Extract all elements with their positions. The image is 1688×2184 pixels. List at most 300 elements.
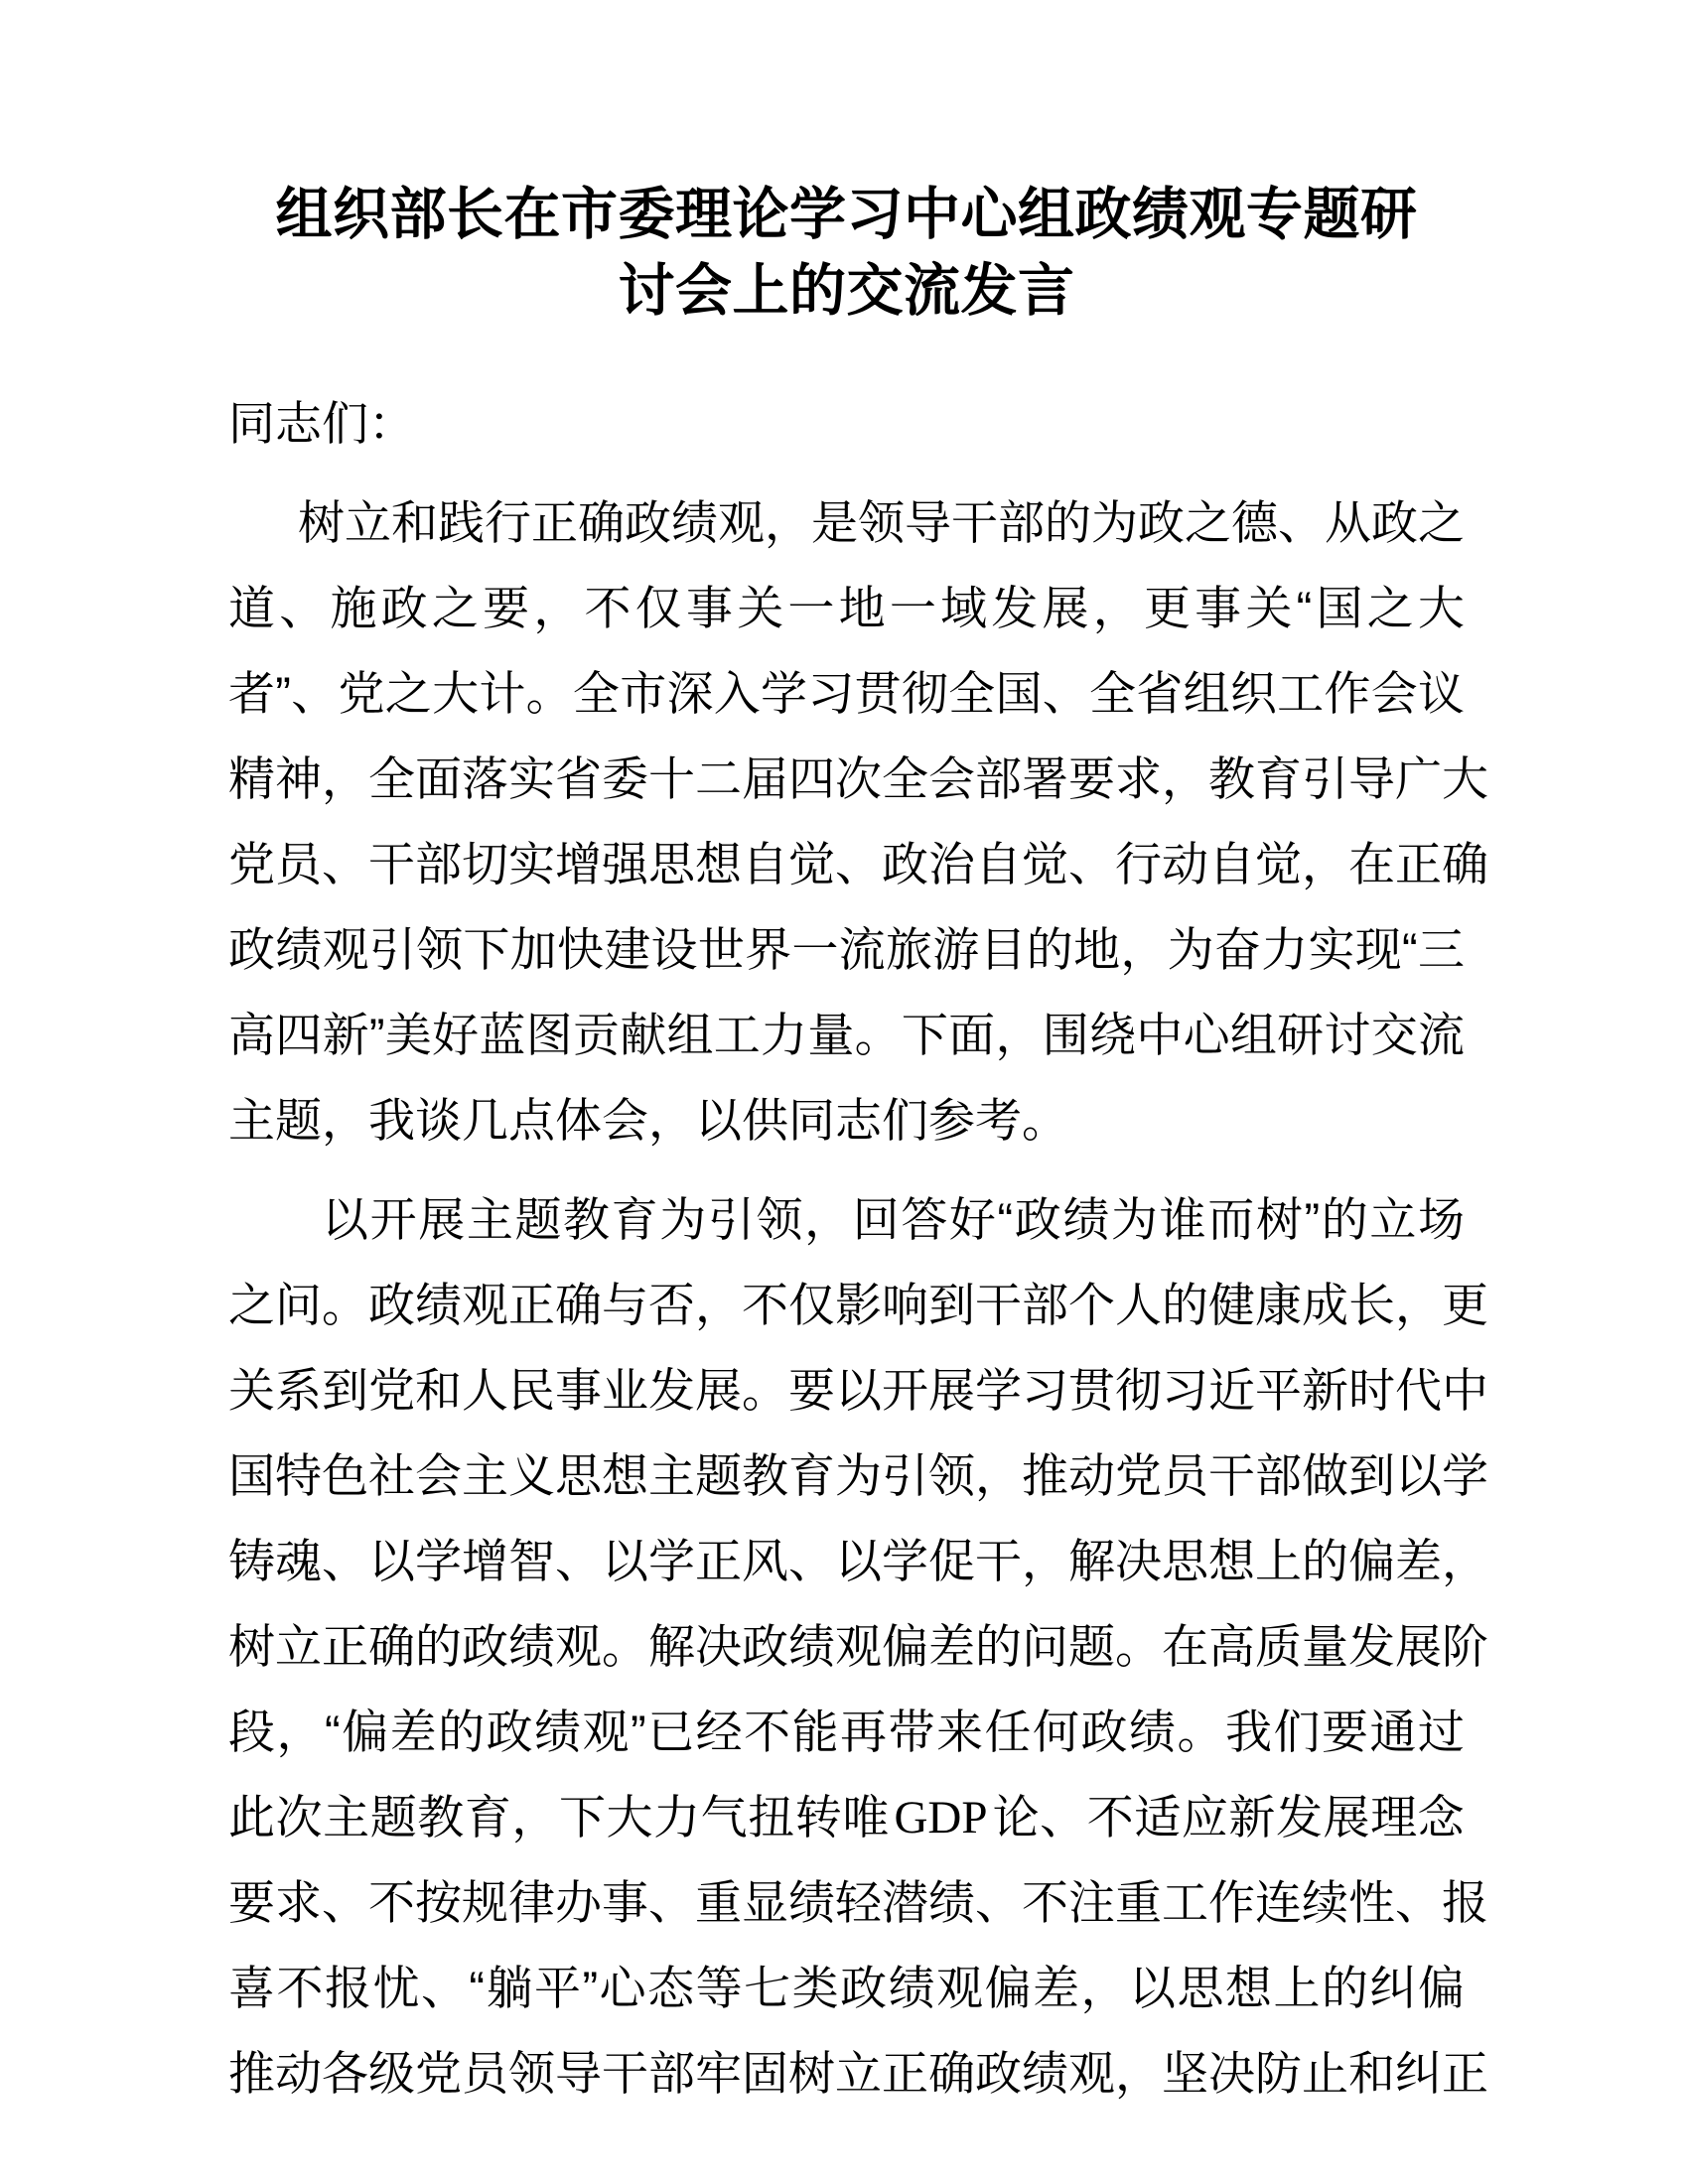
glyph: 解 — [1068, 1535, 1115, 1587]
glyph: 建 — [604, 923, 651, 976]
glyph: 重 — [695, 1876, 742, 1929]
glyph: 民 — [508, 1364, 555, 1417]
glyph: 事 — [555, 1364, 602, 1417]
glyph: 设 — [650, 923, 698, 976]
glyph: 干 — [1208, 1449, 1255, 1502]
glyph: 的 — [1321, 1193, 1368, 1246]
glyph: 立 — [345, 496, 391, 549]
glyph: 力 — [653, 1791, 701, 1843]
glyph: 组 — [1229, 1009, 1277, 1061]
glyph: 下 — [463, 923, 510, 976]
glyph: 铸 — [228, 1535, 275, 1587]
glyph: 政 — [975, 2047, 1022, 2100]
glyph: 世 — [697, 923, 745, 976]
glyph: 气 — [700, 1791, 748, 1843]
glyph: 中 — [1136, 1009, 1184, 1061]
glyph: 以 — [1395, 1449, 1442, 1502]
glyph: 立 — [275, 1620, 322, 1673]
glyph: 学 — [975, 1364, 1022, 1417]
glyph: 组 — [666, 1009, 714, 1061]
paragraph-2-line-3 — [228, 1348, 1488, 1433]
glyph: 推 — [1022, 1449, 1068, 1502]
glyph: 平 — [534, 1962, 582, 2014]
glyph: 以 — [835, 1364, 882, 1417]
glyph: 再 — [840, 1706, 888, 1758]
glyph: 快 — [556, 923, 604, 976]
paragraph-2-line-5 — [228, 1519, 1488, 1604]
glyph: 地 — [1073, 923, 1121, 976]
glyph: 彻 — [901, 667, 948, 720]
glyph: 二 — [695, 752, 742, 805]
glyph: 践 — [438, 496, 485, 549]
glyph: 关 — [737, 582, 784, 634]
glyph: 精 — [228, 752, 275, 805]
glyph: 更 — [1442, 1279, 1488, 1331]
glyph: 自 — [742, 838, 788, 890]
glyph: 部 — [998, 496, 1045, 549]
glyph: 之 — [1418, 496, 1465, 549]
glyph: 织 — [1229, 667, 1277, 720]
glyph: 主 — [323, 1791, 370, 1843]
glyph: 绩 — [415, 1279, 462, 1331]
glyph: 工 — [1162, 1876, 1208, 1929]
glyph: 七 — [744, 1962, 791, 2014]
glyph: 干 — [602, 2047, 648, 2100]
glyph: 育 — [611, 1193, 658, 1246]
glyph: 关 — [228, 1364, 275, 1417]
glyph: 量 — [807, 1009, 855, 1061]
glyph: 躺 — [486, 1962, 533, 2014]
glyph: 治 — [928, 838, 975, 890]
glyph: 不 — [584, 582, 632, 634]
glyph: 学 — [648, 1535, 695, 1587]
glyph: 力 — [1261, 923, 1309, 976]
glyph: 开 — [882, 1364, 928, 1417]
line-text — [228, 737, 1488, 822]
glyph: 办 — [555, 1876, 602, 1929]
glyph: 偏 — [984, 1962, 1032, 2014]
glyph: 到 — [322, 1364, 368, 1417]
glyph: 人 — [462, 1364, 508, 1417]
glyph: 开 — [369, 1193, 417, 1246]
glyph: 偏 — [342, 1706, 389, 1758]
glyph: 决 — [695, 1620, 742, 1673]
glyph: ， — [804, 1193, 852, 1246]
paragraph-2-line-9 — [228, 1860, 1488, 1946]
glyph: 而 — [1207, 1193, 1255, 1246]
glyph: 高 — [228, 1009, 275, 1061]
paragraph-2-line-8 — [228, 1775, 1465, 1860]
glyph: 问 — [275, 1279, 322, 1331]
glyph: 一 — [889, 582, 936, 634]
glyph: 工 — [713, 1009, 761, 1061]
glyph: 绩 — [508, 1620, 555, 1673]
glyph: 发 — [1275, 1791, 1323, 1843]
glyph: 领 — [928, 1449, 975, 1502]
glyph: 我 — [1224, 1706, 1272, 1758]
glyph: 个 — [1068, 1279, 1115, 1331]
glyph: 、 — [648, 1876, 695, 1929]
glyph: 更 — [1143, 582, 1191, 634]
glyph: 连 — [1255, 1876, 1302, 1929]
glyph: 落 — [462, 752, 508, 805]
glyph: 不 — [1022, 1876, 1068, 1929]
glyph: 广 — [1395, 752, 1442, 805]
glyph: 是 — [811, 496, 858, 549]
glyph: 者 — [228, 667, 275, 720]
glyph: 习 — [1022, 1364, 1068, 1417]
glyph: 行 — [485, 496, 531, 549]
glyph: 以 — [1129, 1962, 1176, 2014]
glyph: 性 — [1348, 1876, 1395, 1929]
glyph: 事 — [602, 1876, 648, 1929]
glyph: 界 — [745, 923, 792, 976]
glyph: 政 — [380, 582, 428, 634]
glyph: 、 — [1040, 1791, 1087, 1843]
glyph: 现 — [1354, 923, 1402, 976]
glyph: 、 — [322, 1876, 368, 1929]
line-text — [228, 1775, 1465, 1860]
glyph: 要 — [228, 1876, 275, 1929]
glyph: 会 — [928, 752, 975, 805]
glyph: 题 — [695, 1449, 742, 1502]
glyph: 展 — [1042, 582, 1089, 634]
glyph: 正 — [531, 496, 578, 549]
glyph: 议 — [1417, 667, 1465, 720]
glyph: 近 — [1208, 1364, 1255, 1417]
glyph: 神 — [275, 752, 322, 805]
glyph: 决 — [1208, 2047, 1255, 2100]
glyph: 求 — [275, 1876, 322, 1929]
glyph: 好 — [432, 1009, 480, 1061]
glyph: 按 — [415, 1876, 462, 1929]
glyph: ” — [582, 1962, 599, 2014]
glyph: 的 — [1162, 1279, 1208, 1331]
glyph: 、 — [555, 1535, 602, 1587]
glyph: 已 — [647, 1706, 695, 1758]
glyph: 实 — [1308, 923, 1355, 976]
line-text — [228, 1433, 1488, 1519]
glyph: 、 — [1042, 667, 1089, 720]
glyph: 面 — [415, 752, 462, 805]
glyph: ， — [995, 1009, 1043, 1061]
glyph: 四 — [275, 1009, 323, 1061]
glyph: 以 — [835, 1535, 882, 1587]
glyph: 政 — [462, 1620, 508, 1673]
glyph: 新 — [322, 1009, 369, 1061]
glyph: 政 — [1371, 496, 1418, 549]
glyph: 纠 — [1395, 2047, 1442, 2100]
glyph: 影 — [835, 1279, 882, 1331]
glyph: 仅 — [634, 582, 682, 634]
glyph: 学 — [761, 667, 808, 720]
glyph: 领 — [416, 923, 464, 976]
glyph: 不 — [742, 1279, 788, 1331]
glyph: 健 — [1208, 1279, 1255, 1331]
glyph: 、 — [291, 667, 339, 720]
paragraph-1-line-1 — [228, 480, 1465, 566]
glyph: 研 — [1277, 1009, 1325, 1061]
glyph: 确 — [1442, 838, 1488, 890]
paragraph-2-line-11 — [228, 2031, 1488, 2116]
glyph: 类 — [791, 1962, 839, 2014]
glyph: 心 — [599, 1962, 646, 2014]
glyph: 与 — [602, 1279, 648, 1331]
glyph: 深 — [666, 667, 714, 720]
glyph: 、 — [279, 582, 327, 634]
glyph: 报 — [1442, 1876, 1488, 1929]
glyph: 和 — [415, 1364, 462, 1417]
glyph: 高 — [1208, 1620, 1255, 1673]
glyph: ， — [1092, 582, 1140, 634]
paragraph-1-line-3 — [228, 651, 1465, 737]
glyph: 忧 — [372, 1962, 420, 2014]
glyph: 差 — [928, 1620, 975, 1673]
glyph: “ — [1296, 582, 1313, 634]
glyph: 教 — [563, 1193, 611, 1246]
glyph: 贡 — [572, 1009, 620, 1061]
first-line-indent — [228, 480, 298, 566]
line-text — [228, 993, 1465, 1078]
glyph: 大 — [1442, 752, 1488, 805]
glyph: “ — [324, 1706, 341, 1758]
glyph: 想 — [695, 838, 742, 890]
glyph: 蓝 — [479, 1009, 526, 1061]
glyph: 不 — [368, 1876, 415, 1929]
glyph: 事 — [685, 582, 733, 634]
glyph: 加 — [509, 923, 557, 976]
glyph: 心 — [1183, 1009, 1230, 1061]
glyph: 干 — [951, 496, 998, 549]
glyph: 教 — [742, 1449, 788, 1502]
glyph: 全 — [1089, 667, 1136, 720]
glyph: 贯 — [1068, 1364, 1115, 1417]
line-text — [228, 1519, 1488, 1604]
glyph: 观 — [582, 1706, 630, 1758]
glyph: 确 — [928, 2047, 975, 2100]
line-text — [228, 1348, 1488, 1433]
glyph: 要 — [1321, 1706, 1368, 1758]
glyph: 三 — [1417, 923, 1465, 976]
paragraph-1 — [228, 480, 1488, 1163]
glyph: 代 — [1395, 1364, 1442, 1417]
glyph: 全 — [882, 752, 928, 805]
glyph: 观 — [718, 496, 765, 549]
glyph: 。 — [1115, 1620, 1162, 1673]
glyph: 以 — [322, 1193, 368, 1246]
glyph: 政 — [1014, 1193, 1061, 1246]
glyph: 注 — [1068, 1876, 1115, 1929]
glyph: 正 — [695, 1535, 742, 1587]
glyph: 员 — [1162, 1449, 1208, 1502]
glyph: 续 — [1302, 1876, 1348, 1929]
glyph: 贯 — [854, 667, 902, 720]
glyph: 学 — [882, 1535, 928, 1587]
glyph: 推 — [228, 2047, 275, 2100]
glyph: ” — [275, 667, 291, 720]
glyph: 过 — [1417, 1706, 1465, 1758]
glyph: 导 — [1348, 752, 1395, 805]
glyph: 从 — [1325, 496, 1371, 549]
glyph: 实 — [508, 752, 555, 805]
glyph: 事 — [1195, 582, 1242, 634]
glyph: 特 — [275, 1449, 322, 1502]
glyph: “ — [997, 1193, 1014, 1246]
glyph: 政 — [742, 1620, 788, 1673]
glyph: 题 — [514, 1193, 562, 1246]
glyph: 。 — [602, 1620, 648, 1673]
glyph: 正 — [508, 1279, 555, 1331]
glyph: 阶 — [1442, 1620, 1488, 1673]
glyph: 部 — [648, 2047, 695, 2100]
glyph: 全 — [948, 667, 996, 720]
glyph: 部 — [1022, 1279, 1068, 1331]
paragraph-1-line-6 — [228, 907, 1465, 993]
glyph: 学 — [415, 1535, 462, 1587]
glyph: 育 — [788, 1449, 835, 1502]
glyph: 彻 — [1115, 1364, 1162, 1417]
glyph: 时 — [1348, 1364, 1395, 1417]
glyph: 好 — [948, 1193, 996, 1246]
glyph: 绩 — [534, 1706, 582, 1758]
glyph: 律 — [508, 1876, 555, 1929]
glyph: 纠 — [1369, 1962, 1417, 2014]
glyph: 等 — [695, 1962, 743, 2014]
glyph: 德 — [1231, 496, 1278, 549]
glyph: 正 — [322, 1620, 368, 1673]
glyph: 大 — [1417, 582, 1465, 634]
glyph: 实 — [508, 838, 555, 890]
glyph: 要 — [1068, 752, 1115, 805]
glyph: 正 — [1442, 2047, 1488, 2100]
glyph: 和 — [1348, 2047, 1395, 2100]
glyph: 政 — [228, 923, 275, 976]
glyph: 通 — [1369, 1706, 1417, 1758]
glyph: 以 — [368, 1535, 415, 1587]
glyph: 坚 — [1162, 2047, 1208, 2100]
line-text — [228, 651, 1465, 737]
glyph: 干 — [368, 838, 415, 890]
glyph: 部 — [1255, 1449, 1302, 1502]
paragraph-1-line-4 — [228, 737, 1488, 822]
glyph: 质 — [1255, 1620, 1302, 1673]
paragraph-2-line-7 — [228, 1690, 1465, 1775]
glyph: 引 — [368, 923, 416, 976]
glyph: 、 — [1278, 496, 1325, 549]
glyph: 到 — [1348, 1449, 1395, 1502]
glyph: 色 — [322, 1449, 368, 1502]
glyph: 省 — [1136, 667, 1184, 720]
glyph: ” — [631, 1706, 646, 1758]
line-text — [322, 1177, 1465, 1263]
glyph: 、 — [1395, 1876, 1442, 1929]
glyph: 组 — [1183, 667, 1230, 720]
glyph: 新 — [1228, 1791, 1276, 1843]
glyph: 来 — [936, 1706, 984, 1758]
glyph: 的 — [1302, 1535, 1348, 1587]
glyph: 美 — [384, 1009, 432, 1061]
glyph: 的 — [975, 1620, 1022, 1673]
glyph: 觉 — [1255, 838, 1302, 890]
glyph: 答 — [901, 1193, 948, 1246]
glyph: 确 — [578, 496, 625, 549]
line-text — [228, 907, 1465, 993]
glyph: 风 — [742, 1535, 788, 1587]
glyph: 康 — [1255, 1279, 1302, 1331]
paragraph-2-line-4 — [228, 1433, 1488, 1519]
glyph: 偏 — [1348, 1535, 1395, 1587]
paragraph-2-line-1 — [228, 1177, 1465, 1263]
glyph: 要 — [483, 582, 530, 634]
line-text — [228, 566, 1465, 651]
glyph: 绩 — [1129, 1706, 1176, 1758]
glyph: 。 — [322, 1279, 368, 1331]
glyph: 差 — [389, 1706, 437, 1758]
glyph: 增 — [462, 1535, 508, 1587]
glyph: 论 — [992, 1791, 1040, 1843]
glyph: 育 — [1255, 752, 1302, 805]
glyph: 政 — [882, 838, 928, 890]
glyph: 、 — [322, 838, 368, 890]
glyph: 观 — [835, 1620, 882, 1673]
glyph: 应 — [1181, 1791, 1228, 1843]
glyph: 想 — [1208, 1535, 1255, 1587]
glyph: 展 — [1323, 1791, 1370, 1843]
glyph: ， — [1120, 923, 1168, 976]
glyph: ” — [368, 1009, 385, 1061]
glyph: 十 — [648, 752, 695, 805]
glyph: 发 — [648, 1364, 695, 1417]
glyph: 观 — [1068, 2047, 1115, 2100]
glyph: 想 — [1224, 1962, 1272, 2014]
glyph: 行 — [1115, 838, 1162, 890]
glyph: 义 — [508, 1449, 555, 1502]
glyph: 报 — [324, 1962, 371, 2014]
glyph: 到 — [928, 1279, 975, 1331]
glyph: 计 — [479, 667, 526, 720]
glyph: 仅 — [788, 1279, 835, 1331]
glyph: 觉 — [1022, 838, 1068, 890]
glyph: 为 — [1091, 496, 1138, 549]
glyph: ， — [695, 1279, 742, 1331]
glyph: 党 — [415, 2047, 462, 2100]
glyph: 自 — [1208, 838, 1255, 890]
glyph: 关 — [1245, 582, 1293, 634]
glyph: 转 — [794, 1791, 842, 1843]
glyph: 部 — [975, 752, 1022, 805]
line-text — [228, 1690, 1465, 1775]
glyph: 切 — [462, 838, 508, 890]
glyph: 的 — [1321, 1962, 1368, 2014]
glyph: 立 — [835, 2047, 882, 2100]
glyph: 围 — [1042, 1009, 1089, 1061]
glyph: ， — [765, 496, 811, 549]
glyph: 党 — [338, 667, 385, 720]
glyph: 为 — [835, 1449, 882, 1502]
glyph: 展 — [928, 1364, 975, 1417]
glyph: 谁 — [1159, 1193, 1206, 1246]
glyph: 主 — [462, 1449, 508, 1502]
glyph: 主 — [466, 1193, 513, 1246]
glyph: 要 — [788, 1364, 835, 1417]
glyph: 觉 — [788, 838, 835, 890]
glyph: ， — [511, 1791, 559, 1843]
glyph: 之 — [431, 582, 479, 634]
glyph: 能 — [791, 1706, 839, 1758]
glyph: 党 — [368, 1364, 415, 1417]
paragraph-2 — [228, 1177, 1488, 2116]
glyph: 下 — [558, 1791, 606, 1843]
